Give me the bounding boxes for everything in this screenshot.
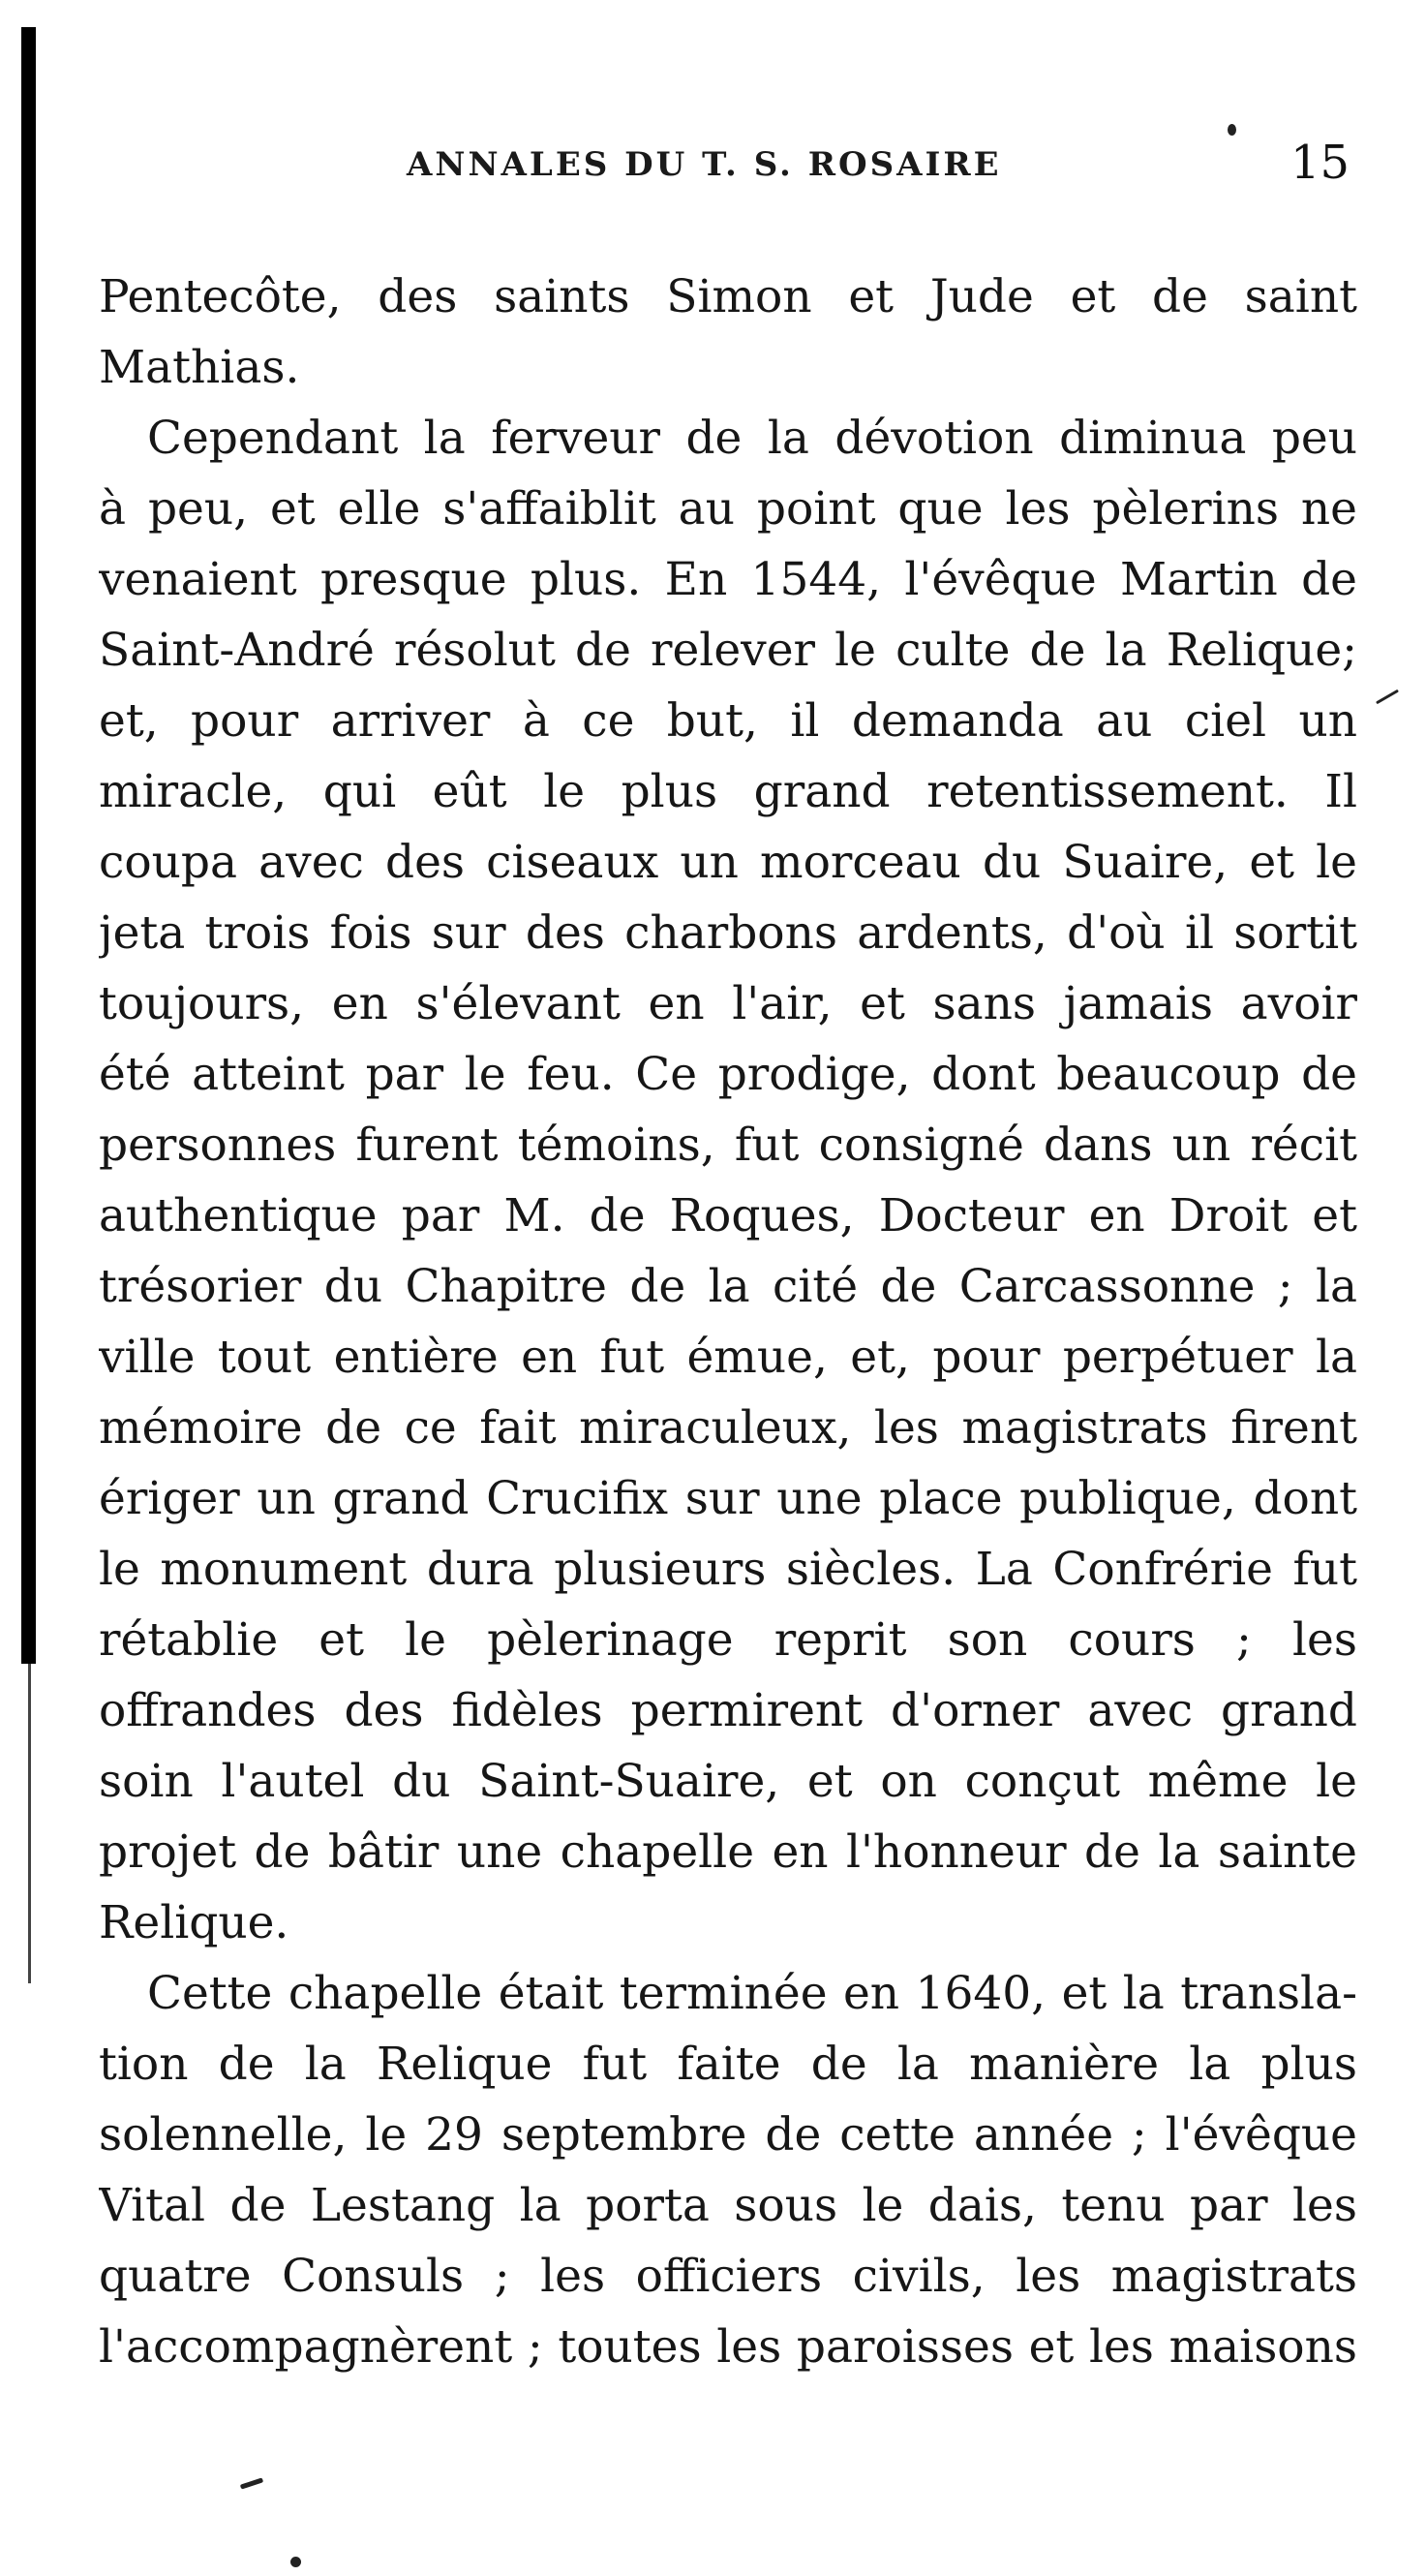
text-line: trésorier du Chapitre de la cité de Carcassonne ; la <box>99 1260 1357 1313</box>
text-line: miracle, qui eût le plus grand retentissement. Il <box>99 765 1357 818</box>
scan-speck <box>1376 690 1399 705</box>
text-line: et, pour arriver à ce but, il demanda au ciel un <box>99 694 1357 748</box>
text-line: coupa avec des ciseaux un morceau du Suaire, et le <box>99 836 1357 889</box>
paragraph-start-line: Cependant la ferveur de la dévotion diminua peu <box>147 412 1357 465</box>
text-line: jeta trois fois sur des charbons ardents, d'où il sortit <box>99 906 1357 960</box>
text-line: ville tout entière en fut émue, et, pour perpétuer la <box>99 1331 1357 1384</box>
scan-speck <box>1228 124 1236 136</box>
text-line: toujours, en s'élevant en l'air, et sans jamais avoir <box>99 977 1357 1030</box>
text-line: venaient presque plus. En 1544, l'évêque Martin de <box>99 553 1357 606</box>
text-line: personnes furent témoins, fut consigné dans un récit <box>99 1119 1357 1172</box>
text-line: authentique par M. de Roques, Docteur en Droit et <box>99 1189 1357 1242</box>
text-line: le monument dura plusieurs siècles. La Confrérie fut <box>99 1543 1357 1596</box>
text-line: quatre Consuls ; les officiers civils, les magistrats <box>99 2250 1357 2303</box>
scan-binding-edge-tail <box>28 1664 31 1983</box>
text-line: Pentecôte, des saints Simon et Jude et de saint <box>99 270 1357 323</box>
text-line: solennelle, le 29 septembre de cette année ; l'évêque <box>99 2108 1357 2162</box>
text-line: soin l'autel du Saint-Suaire, et on conçut même le <box>99 1755 1357 1808</box>
page-number: 15 <box>1290 136 1350 190</box>
text-line: à peu, et elle s'affaiblit au point que les pèlerins ne <box>99 482 1357 536</box>
paragraph-start-line: Cette chapelle était terminée en 1640, et la transla- <box>147 1967 1357 2020</box>
text-line: Vital de Lestang la porta sous le dais, tenu par les <box>99 2179 1357 2232</box>
scan-speck <box>290 2557 301 2567</box>
text-line: mémoire de ce fait miraculeux, les magistrats firent <box>99 1401 1357 1455</box>
text-line: Relique. <box>99 1896 289 1949</box>
text-line: l'accompagnèrent ; toutes les paroisses et les maisons <box>99 2320 1357 2374</box>
running-title: ANNALES DU T. S. ROSAIRE <box>407 145 1002 184</box>
text-line: rétablie et le pèlerinage reprit son cours ; les <box>99 1613 1357 1667</box>
scan-binding-edge <box>21 27 36 1664</box>
scan-speck <box>240 2477 263 2489</box>
text-line: tion de la Relique fut faite de la manière la plus <box>99 2038 1357 2091</box>
text-line: Saint-André résolut de relever le culte de la Relique; <box>99 624 1357 677</box>
text-line: été atteint par le feu. Ce prodige, dont beaucoup de <box>99 1048 1357 1101</box>
text-line: projet de bâtir une chapelle en l'honneur de la sainte <box>99 1825 1357 1879</box>
body-text <box>99 261 1357 2382</box>
text-line: ériger un grand Crucifix sur une place publique, dont <box>99 1472 1357 1525</box>
text-line: Mathias. <box>99 341 300 394</box>
text-line: offrandes des fidèles permirent d'orner avec grand <box>99 1684 1357 1737</box>
